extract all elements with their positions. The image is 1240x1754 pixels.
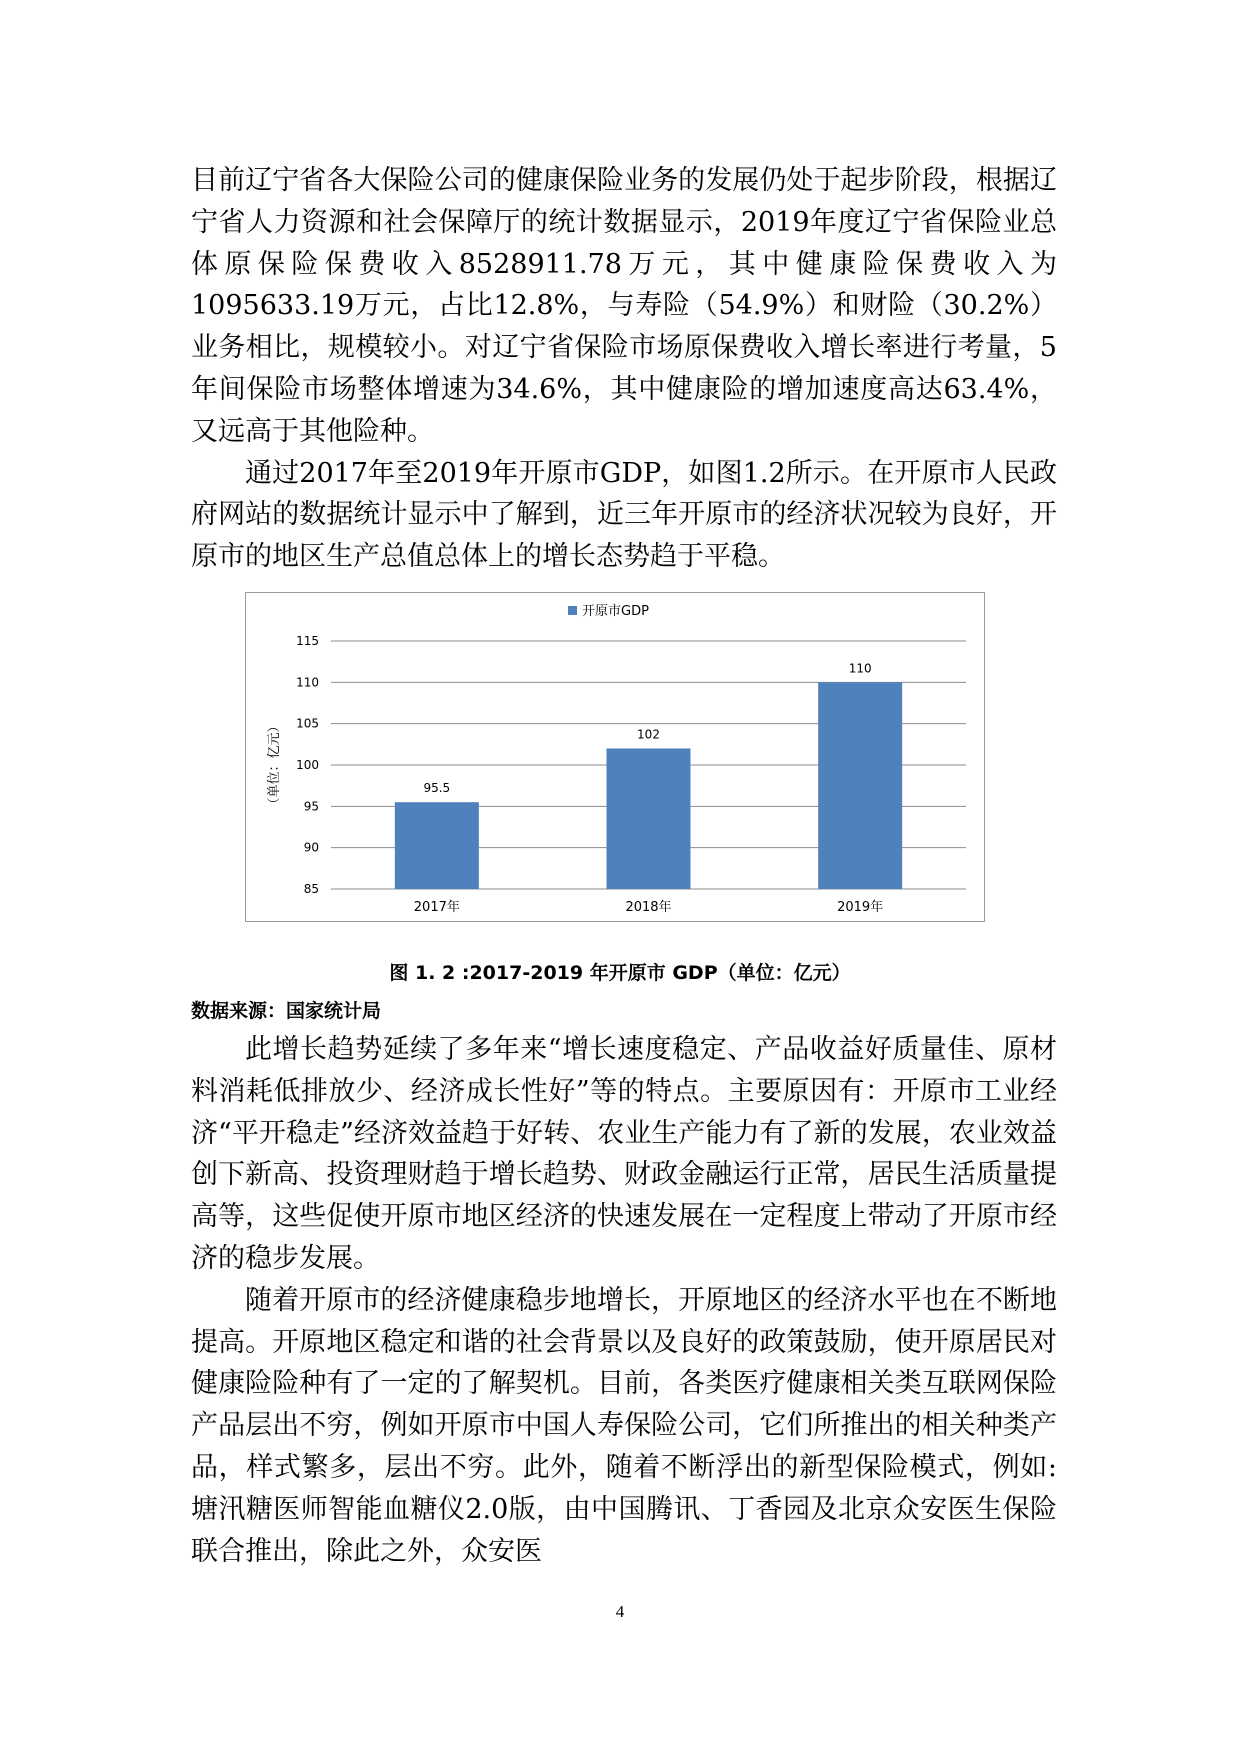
bar (818, 682, 902, 889)
x-category-label: 2018年 (625, 900, 672, 915)
y-tick-label: 95 (303, 799, 319, 814)
data-label: 95.5 (423, 781, 451, 796)
body-text-bottom (191, 1029, 1057, 1572)
x-category-label: 2019年 (837, 900, 884, 915)
legend-swatch (568, 606, 577, 615)
y-tick-label: 110 (296, 675, 319, 690)
y-axis-label: （单位：亿元） (267, 719, 282, 811)
paragraph-insurance-stats: 目前辽宁省各大保险公司的健康保险业务的发展仍处于起步阶段，根据辽宁省人力资源和社会保障厅的统计数据显示，2019年度辽宁省保险业总体原保险保费收入8528911.78万元，其中健康险保费收入为1095633.19万元，占比12.8%，与寿险（54.9%）和财险（30.2%）业务相比，规模较小。对辽宁省保险市场原保费收入增长率进行考量，5年间保险市场整体增速为34.6%，其中健康险的增加速度高达63.4%，又远高于其他险种。 (191, 165, 1057, 447)
y-tick-label: 105 (296, 716, 319, 731)
bar (607, 748, 691, 889)
gdp-bar-chart (245, 592, 985, 922)
legend-label: 开原市GDP (582, 604, 649, 619)
page-number: 4 (615, 1602, 625, 1621)
x-category-label: 2017年 (413, 900, 460, 915)
chart-canvas (246, 593, 986, 923)
body-text-top (191, 160, 1057, 578)
y-tick-label: 85 (303, 882, 319, 896)
paragraph-growth-reasons: 此增长趋势延续了多年来“增长速度稳定、产品收益好质量佳、原材料消耗低排放少、经济成长性好”等的特点。主要原因有：开原市工业经济“平开稳走”经济效益趋于好转、农业生产能力有了新的发展，农业效益创下新高、投资理财趋于增长趋势、财政金融运行正常，居民生活质量提高等，这些促使开原市地区经济的快速发展在一定程度上带动了开原市经济的稳步发展。 (191, 1034, 1057, 1274)
data-label: 110 (848, 661, 872, 676)
data-source-note: 数据来源：国家统计局 (191, 1000, 382, 1022)
y-tick-label: 90 (303, 840, 319, 855)
paragraph-health-insurance-market: 随着开原市的经济健康稳步地增长，开原地区的经济水平也在不断地提高。开原地区稳定和谐的社会背景以及良好的政策鼓励，使开原居民对健康险险种有了一定的了解契机。目前，各类医疗健康相关类互联网保险产品层出不穷，例如开原市中国人寿保险公司，它们所推出的相关种类产品，样式繁多，层出不穷。此外，随着不断浮出的新型保险模式，例如:塘汛糖医师智能血糖仪2.0版，由中国腾讯、丁香园及北京众安医生保险联合推出，除此之外，众安医 (191, 1284, 1057, 1567)
y-tick-label: 115 (296, 634, 319, 648)
data-label: 102 (637, 727, 660, 742)
paragraph-gdp-intro: 通过2017年至2019年开原市GDP，如图1.2所示。在开原市人民政府网站的数据统计显示中了解到，近三年开原市的经济状况较为良好，开原市的地区生产总值总体上的增长态势趋于平稳。 (191, 457, 1057, 573)
figure-caption: 图 1. 2 :2017-2019 年开原市 GDP（单位：亿元） (389, 962, 851, 984)
y-tick-label: 100 (296, 758, 319, 772)
bar (395, 802, 479, 889)
